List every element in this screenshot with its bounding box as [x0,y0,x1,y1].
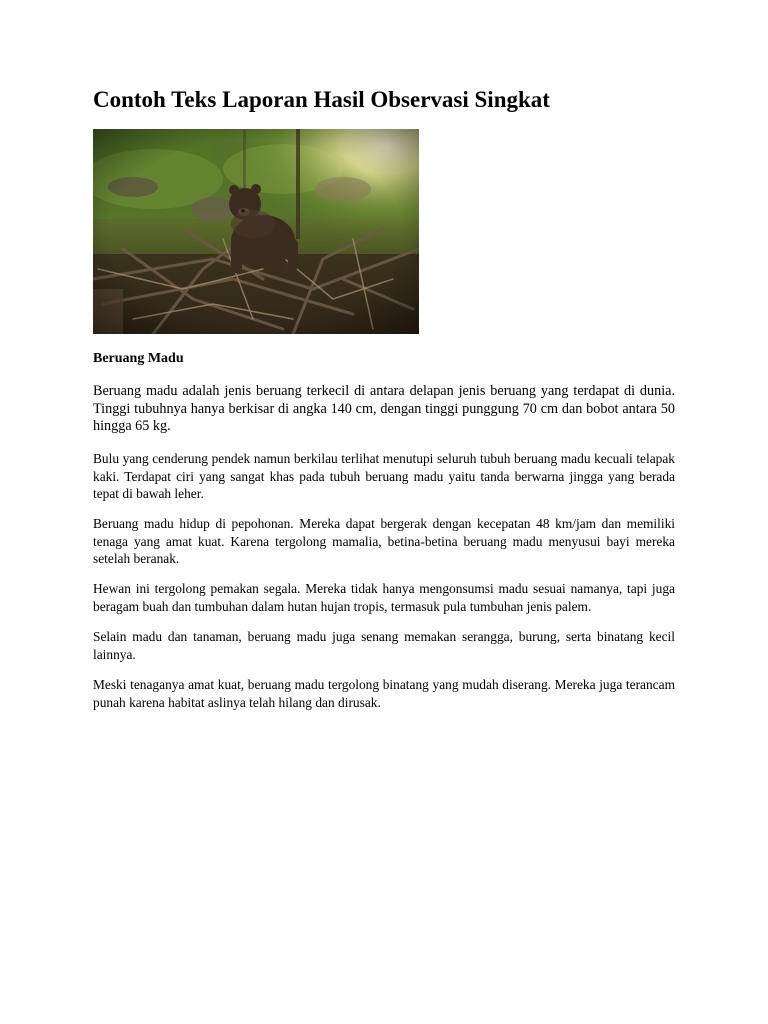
paragraph: Beruang madu adalah jenis beruang terkecil di antara delapan jenis beruang yang terdapat di dunia. Tinggi tubuhnya hanya berkisar di angka 140 cm, dengan tinggi punggung 70 cm dan bobot antara 50 hingga 65 kg. [93,383,675,435]
bear-cub-photo [93,129,419,334]
paragraph: Bulu yang cenderung pendek namun berkilau terlihat menutupi seluruh tubuh beruang madu kecuali telapak kaki. Terdapat ciri yang sangat khas pada tubuh beruang madu yaitu tanda berwarna jingga yang berada tepat di bawah leher. [93,451,675,502]
page-title: Contoh Teks Laporan Hasil Observasi Singkat [93,87,550,112]
paragraph: Meski tenaganya amat kuat, beruang madu tergolong binatang yang mudah diserang. Mereka juga terancam punah karena habitat aslinya telah hilang dan dirusak. [93,677,675,710]
paragraph: Beruang madu hidup di pepohonan. Mereka dapat bergerak dengan kecepatan 48 km/jam dan memiliki tenaga yang amat kuat. Karena tergolong mamalia, betina-betina beruang madu menyusui bayi mereka setelah beranak. [93,516,675,567]
paragraph: Selain madu dan tanaman, beruang madu juga senang memakan serangga, burung, serta binatang kecil lainnya. [93,629,675,662]
section-heading: Beruang Madu [93,351,184,366]
paragraph: Hewan ini tergolong pemakan segala. Mereka tidak hanya mengonsumsi madu sesuai namanya, tapi juga beragam buah dan tumbuhan dalam hutan hujan tropis, termasuk pula tumbuhan jenis palem. [93,581,675,614]
